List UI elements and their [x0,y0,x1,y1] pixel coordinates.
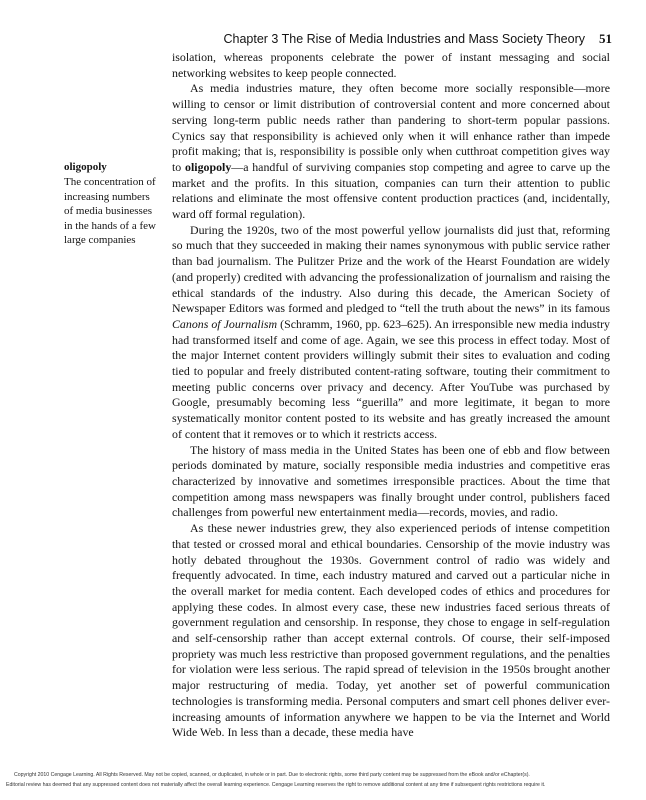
paragraph-5: As these newer industries grew, they also experienced periods of intense competition that tested or crossed moral and ethical boundaries. Censorship of the movie industry was hotly debated throughout the 1930s. Government control of radio was widely and frequently advocated. In time, each industry matured and carved out a particular niche in the overall market for media content. Each developed codes of ethics and procedures for applying these codes. In almost every case, these new industries faced serious threats of government regulation and censorship. In response, they chose to engage in self-regulation and self-censorship rather than accept external controls. Of course, their self-imposed propriety was much less restrictive than proposed government regulations, and the penalties for violation were less serious. The rapid spread of television in the 1950s brought another major restructuring of media. Today, yet another set of powerful communication technologies is transforming media. Personal computers and smart cell phones deliver ever-increasing amounts of information anywhere we happen to be via the Internet and World Wide Web. In less than a decade, these media have [172,521,610,740]
body-text [172,50,610,741]
running-header [0,31,612,47]
book-title-italic: Canons of Journalism [172,316,278,331]
paragraph-1: isolation, whereas proponents celebrate the power of instant messaging and social networking websites to keep people connected. [172,50,610,80]
paragraph-2 [172,81,610,222]
key-term-oligopoly: oligopoly [185,159,232,174]
glossary-term: oligopoly [64,161,107,173]
paragraph-3 [172,223,610,443]
copyright-line: Copyright 2010 Cengage Learning. All Rights Reserved. May not be copied, scanned, or duplicated, in whole or in part. Due to electronic rights, some third party content may be suppressed from the eBook and/or eChapter(s). [14,772,530,778]
paragraph-4: The history of mass media in the United States has been one of ebb and flow between periods dominated by mature, socially responsible media industries and competitive eras characterized by innovative and sometimes irresponsible practices. About the time that competition among mass newspapers was finally brought under control, publishers faced challenges from powerful new entertainment media—records, movies, and radio. [172,442,610,520]
page-number: 51 [599,31,612,46]
glossary-definition: The concentration of increasing numbers of media businesses in the hands of a few large companies [64,176,156,247]
paragraph-2-text-a: As media industries mature, they often become more socially responsible—more willing to censor or limit distribution of controversial content and more concerned about serving long-term public needs rather than pandering to short-term popular passions. Cynics say that responsibility is achieved only when it will enhance rather than impede profit making; that is, responsibility is possible only when cutthroat competition gives way to [172,81,610,174]
margin-glossary [64,160,156,247]
paragraph-3-text-b: (Schramm, 1960, pp. 623–625). An irresponsible new media industry had transformed itself and come of age. Again, we see this process in effect today. Most of the major Internet content providers willingly submit their sites to evaluation and coding tied to popular and freely distributed content-rating software, touting their commitment to meeting public concerns over privacy and decency. After YouTube was purchased by Google, presumably becoming less “guerilla” and more legitimate, it began to more systematically monitor content posted to its website and has greatly increased the amount of content that it removes or to which it restricts access. [172,316,611,441]
chapter-title: Chapter 3 The Rise of Media Industries and Mass Society Theory [223,32,585,46]
paragraph-2-text-b: —a handful of surviving companies stop competing and agree to carve up the market and the profits. In this situation, companies can turn their attention to public relations and eliminate the most offensive content production practices (and, incidentally, ward off formal regulation). [172,159,610,222]
paragraph-3-text-a: During the 1920s, two of the most powerful yellow journalists did just that, reforming so much that they succeeded in making their names synonymous with public service rather than bad journalism. The Pulitzer Prize and the work of the Hearst Foundation are widely (and properly) credited with advancing the professionalization of journalism and raising the ethical standards of the industry. Also during this decade, the American Society of Newspaper Editors was formed and pledged to “tell the truth about the news” in its famous [172,222,610,316]
editorial-line: Editorial review has deemed that any suppressed content does not materially affect the overall learning experience. Cengage Learning reserves the right to remove additional content at any time if subsequent rights restrictions require it. [6,782,546,788]
